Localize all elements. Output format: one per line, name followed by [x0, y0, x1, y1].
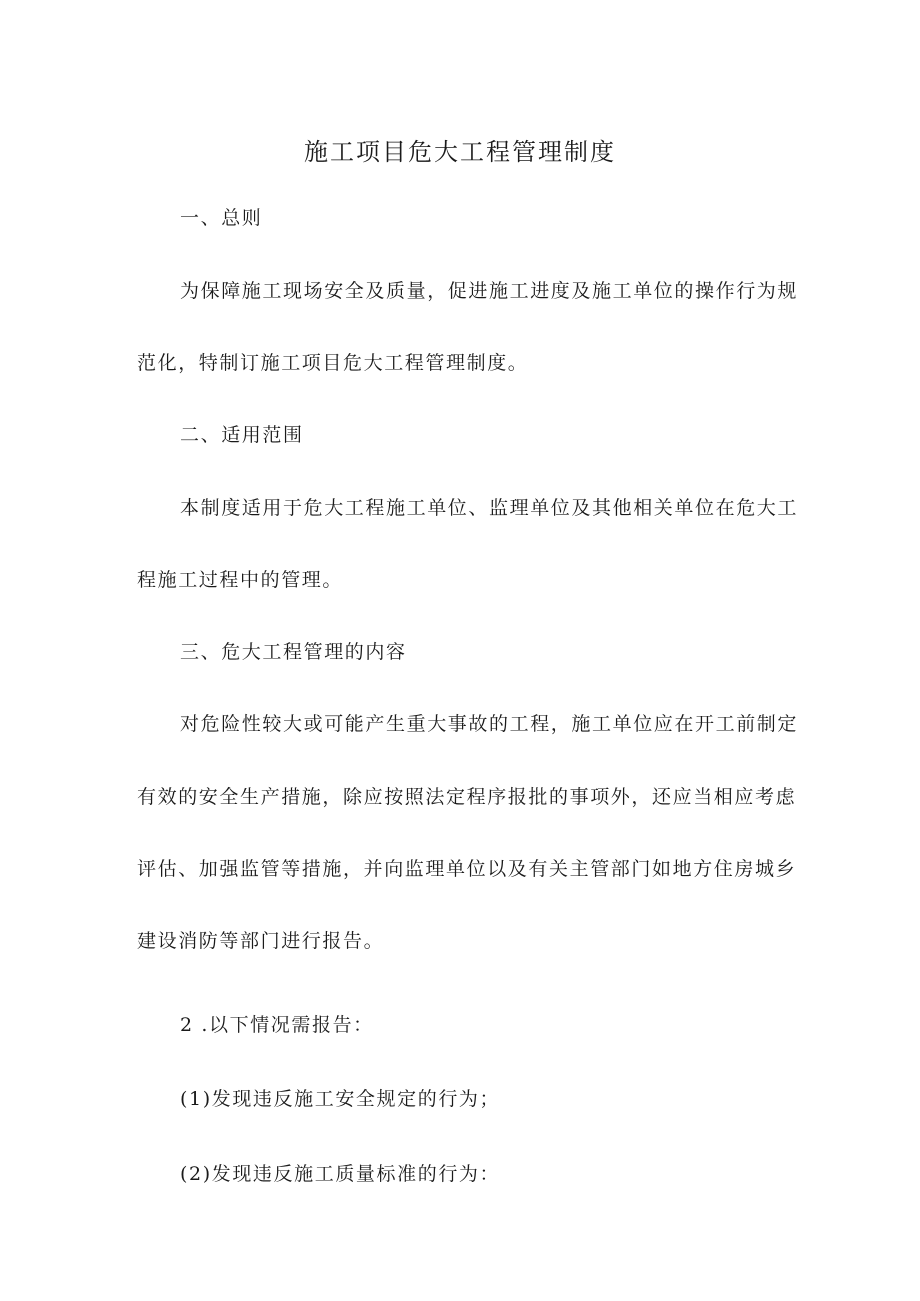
document-title: 施工项目危大工程管理制度	[304, 138, 616, 166]
section-3-line-2: 有效的安全生产措施，除应按照法定程序报批的事项外，还应当相应考虑	[137, 786, 797, 808]
section-3-line-4: 建设消防等部门进行报告。	[137, 930, 385, 952]
section-2-line-1: 本制度适用于危大工程施工单位、监理单位及其他相关单位在危大工	[180, 497, 799, 519]
section-3-heading: 三、危大工程管理的内容	[180, 641, 407, 663]
report-list-item-1: (1)发现违反施工安全规定的行为；	[180, 1088, 501, 1110]
report-list-intro: 2 .以下情况需报告：	[180, 1014, 374, 1036]
section-2-line-2: 程施工过程中的管理。	[137, 569, 344, 591]
section-1-line-1: 为保障施工现场安全及质量，促进施工进度及施工单位的操作行为规	[180, 280, 799, 302]
section-3-line-1: 对危险性较大或可能产生重大事故的工程，施工单位应在开工前制定	[180, 713, 799, 735]
section-3-line-3: 评估、加强监管等措施，并向监理单位以及有关主管部门如地方住房城乡	[137, 858, 797, 880]
report-list-item-2: (2)发现违反施工质量标准的行为：	[180, 1163, 501, 1185]
section-1-heading: 一、总则	[180, 207, 263, 229]
section-1-line-2: 范化，特制订施工项目危大工程管理制度。	[137, 352, 529, 374]
section-2-heading: 二、适用范围	[180, 424, 304, 446]
